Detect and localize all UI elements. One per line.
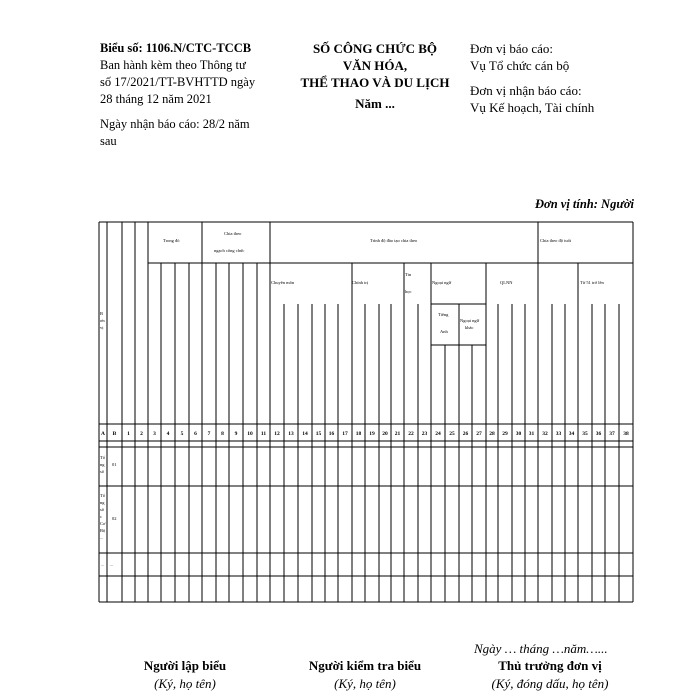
- row-header-1: B: [100, 311, 104, 316]
- column-number: 2: [140, 431, 143, 437]
- row-header-2: ơn: [100, 318, 105, 323]
- title-line-1: SỐ CÔNG CHỨC BỘ: [312, 41, 438, 56]
- column-number: 11: [260, 431, 267, 437]
- head-title: Thủ trưởng đơn vị: [498, 658, 602, 673]
- column-number: A: [101, 431, 105, 437]
- label-chia-ngach-2: ngạch công chức: [214, 248, 245, 253]
- column-number: 38: [623, 431, 629, 437]
- column-number: 25: [449, 431, 455, 437]
- label-tieng-anh-1: Tiếng: [438, 312, 449, 317]
- label-tin-hoc-1: Tin: [405, 272, 412, 277]
- row2-label-b: ng: [100, 500, 105, 505]
- label-nn-khac-2: khác: [465, 325, 474, 330]
- preparer-title: Người lập biểu: [143, 658, 227, 673]
- receive-date-line-1: Ngày nhận báo cáo: 28/2 năm: [100, 117, 250, 131]
- row2-label-g: ...: [100, 535, 104, 540]
- row3-label-b: ...: [110, 562, 114, 567]
- preparer-block: [125, 657, 245, 693]
- column-number: 1: [127, 431, 130, 437]
- column-number: 21: [394, 431, 401, 437]
- label-trinh-do: Trình độ đào tạo chia theo: [370, 238, 418, 243]
- column-number: 27: [476, 431, 482, 437]
- label-do-tuoi: Chia theo độ tuổi: [540, 238, 572, 243]
- checker-block: [295, 657, 435, 693]
- label-chinh-tri: Chính trị: [352, 280, 369, 285]
- form-number: Biểu số: 1106.N/CTC-TCCB: [100, 41, 252, 55]
- column-number: 10: [247, 431, 253, 437]
- title-line-2: VĂN HÓA,: [342, 58, 408, 73]
- title-line-3: THỂ THAO VÀ DU LỊCH: [300, 75, 450, 90]
- row2-label-a: Tổ: [100, 493, 105, 498]
- column-number: 23: [421, 431, 428, 437]
- column-number: B: [112, 431, 117, 437]
- column-number: 18: [355, 431, 362, 437]
- row1-code: 01: [112, 462, 117, 467]
- column-number: 6: [194, 431, 197, 437]
- column-number: 16: [328, 431, 335, 437]
- row-header-3: vị: [100, 325, 104, 330]
- column-number: 19: [369, 431, 375, 437]
- checker-subtitle: (Ký, họ tên): [334, 676, 396, 691]
- column-number: 24: [435, 431, 441, 437]
- column-number: 26: [462, 431, 469, 437]
- label-tu-51: Từ 51 trở lên: [580, 280, 604, 285]
- column-number: 37: [609, 431, 615, 437]
- column-number: 36: [595, 431, 602, 437]
- column-number: 9: [234, 431, 238, 437]
- label-qlnn: QLNN: [500, 280, 513, 285]
- row2-code: 02: [112, 516, 117, 521]
- label-chia-ngach-1: Chia theo: [224, 231, 242, 236]
- label-tin-hoc-2: học: [405, 289, 412, 294]
- row1-label-c: số: [100, 469, 105, 474]
- head-subtitle: (Ký, đóng dấu, họ tên): [491, 676, 609, 691]
- column-number: 31: [528, 431, 535, 437]
- table-grid: [99, 222, 633, 602]
- column-number: 32: [542, 431, 548, 437]
- receive-date-line-2: sau: [100, 134, 117, 148]
- column-number: 4: [166, 431, 170, 437]
- column-number: 34: [568, 431, 575, 437]
- label-tieng-anh-2: Anh: [440, 329, 448, 334]
- column-number: 12: [274, 431, 280, 437]
- reporting-unit-label: Đơn vị báo cáo:: [470, 41, 554, 56]
- column-number: 20: [382, 431, 388, 437]
- label-ngoai-ngu: Ngoại ngữ: [432, 280, 452, 285]
- issued-line-3: 28 tháng 12 năm 2021: [100, 92, 212, 106]
- column-number: 28: [489, 431, 495, 437]
- receiving-unit-label: Đơn vị nhận báo cáo:: [470, 83, 582, 98]
- column-number: 3: [153, 431, 156, 437]
- column-number: 13: [288, 431, 294, 437]
- checker-title: Người kiểm tra biểu: [308, 658, 422, 673]
- report-year: Năm ...: [355, 96, 395, 111]
- row1-label-b: ng: [100, 462, 105, 467]
- row1-label-a: Tổ: [100, 455, 105, 460]
- column-number: 35: [582, 431, 588, 437]
- row3-label-a: ...: [101, 562, 105, 567]
- issued-line-2: số 17/2021/TT-BVHTTD ngày: [100, 75, 256, 89]
- column-number: 30: [515, 431, 522, 437]
- reporting-unit: Vụ Tổ chức cán bộ: [470, 58, 570, 73]
- column-number: 7: [207, 431, 211, 437]
- column-number: 17: [342, 431, 348, 437]
- column-number: 8: [221, 431, 224, 437]
- column-number: 33: [555, 431, 562, 437]
- issued-line-1: Ban hành kèm theo Thông tư: [100, 58, 246, 72]
- row2-label-f: Bộ: [100, 528, 106, 533]
- sign-date: Ngày … tháng …năm…...: [474, 641, 608, 656]
- label-nn-khac-1: Ngoại ngữ: [460, 318, 480, 323]
- row2-label-d: c: [100, 514, 102, 519]
- row2-label-c: số: [100, 507, 105, 512]
- label-chuyen-mon: Chuyên môn: [271, 280, 295, 285]
- receiving-unit: Vụ Kế hoạch, Tài chính: [470, 100, 595, 115]
- column-number: 22: [408, 431, 414, 437]
- head-block: [470, 657, 630, 693]
- column-number: 5: [180, 431, 184, 437]
- preparer-subtitle: (Ký, họ tên): [154, 676, 216, 691]
- unit-note: Đơn vị tính: Người: [534, 197, 634, 211]
- column-number: 14: [302, 431, 308, 437]
- column-number: 15: [315, 431, 322, 437]
- column-number: 29: [502, 431, 508, 437]
- row2-label-e: Cơ: [100, 521, 106, 526]
- label-trong-do: Trong đó: [163, 238, 180, 243]
